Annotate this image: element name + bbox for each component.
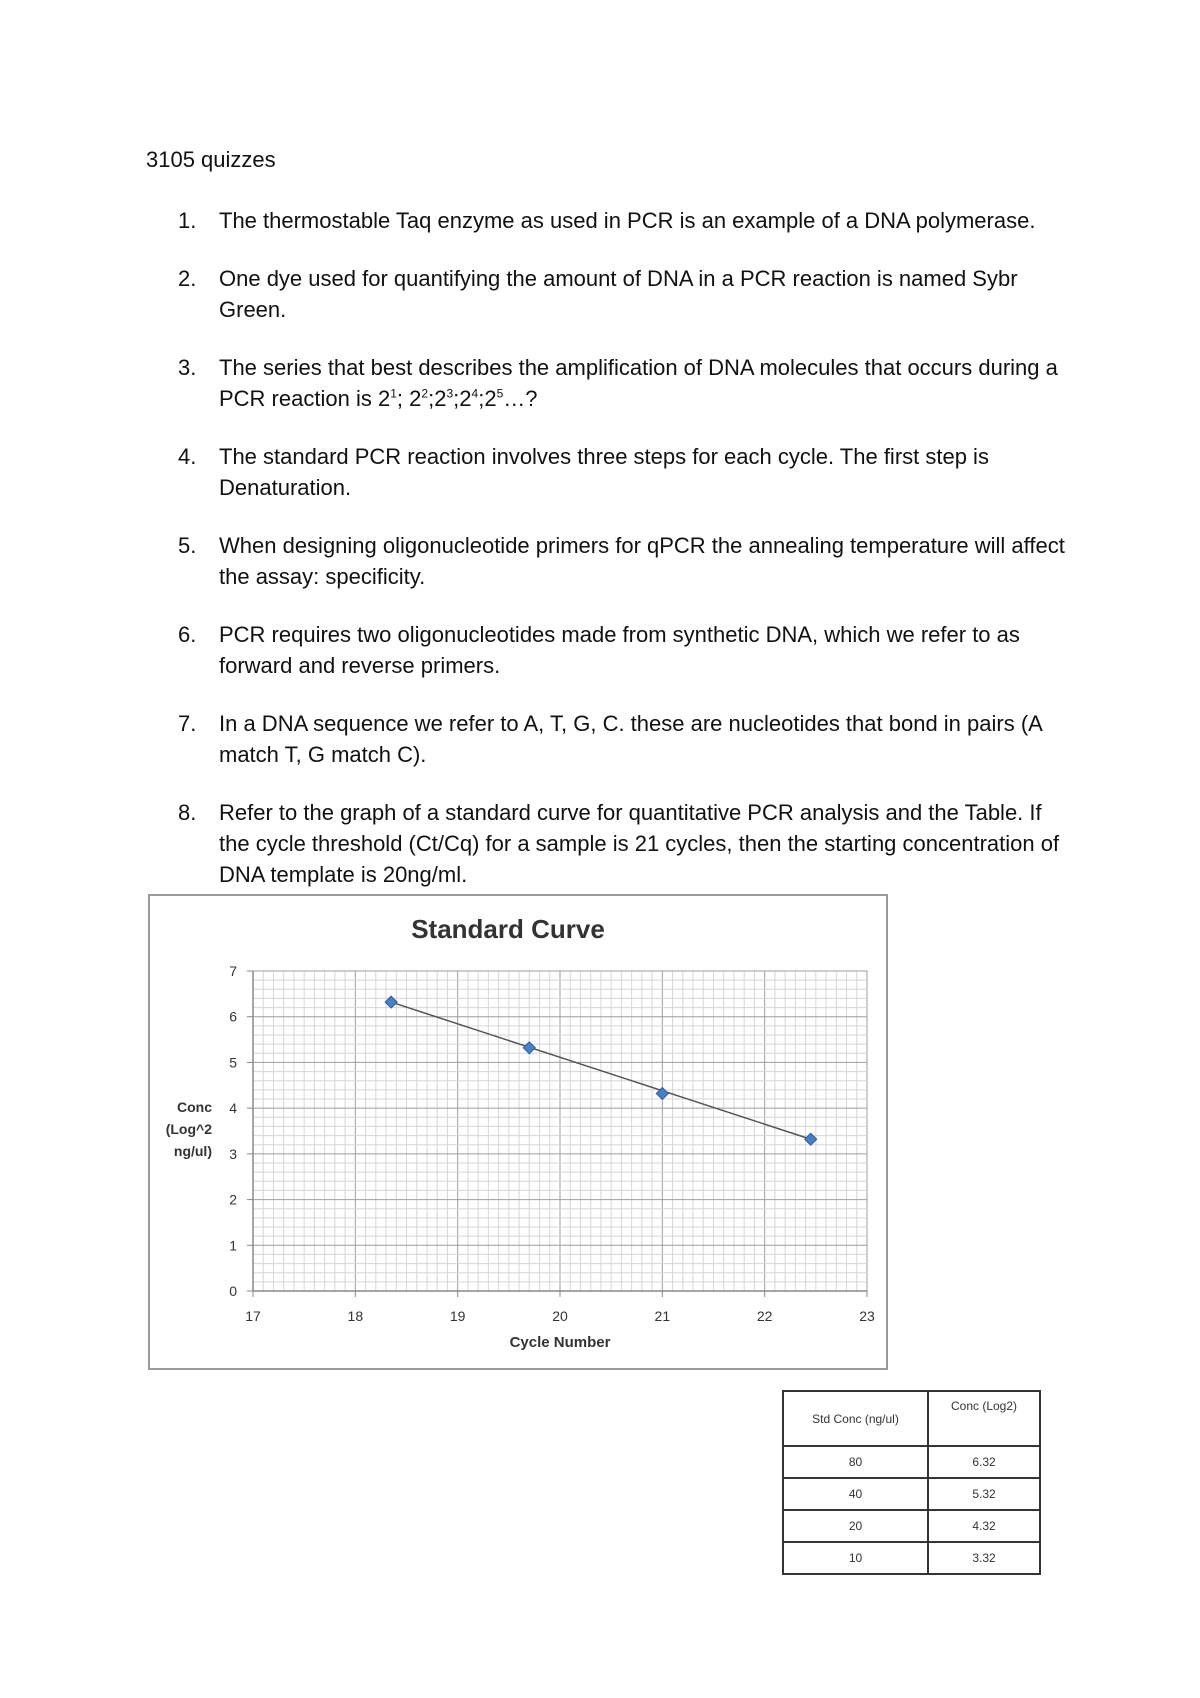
question-item (146, 619, 1066, 681)
x-tick-label: 20 (552, 1308, 568, 1324)
y-axis-title-line: Conc (177, 1099, 212, 1115)
x-tick-label: 23 (859, 1308, 875, 1324)
table-header-conc-log2: Conc (Log2) (928, 1391, 1040, 1446)
question-text: One dye used for quantifying the amount of DNA in a PCR reaction is named Sybr Green. (219, 266, 1018, 322)
table-row (783, 1478, 1040, 1510)
y-tick-label: 2 (229, 1191, 237, 1208)
table-cell: 6.32 (928, 1446, 1040, 1478)
table-header-row (783, 1391, 1040, 1446)
table-cell: 5.32 (928, 1478, 1040, 1510)
table-row (783, 1542, 1040, 1574)
question-item (146, 352, 1066, 414)
question-item (146, 797, 1066, 890)
question-text: The thermostable Taq enzyme as used in PCR is an example of a DNA polymerase. (219, 208, 1036, 233)
table-cell: 40 (783, 1478, 928, 1510)
x-axis-title: Cycle Number (509, 1334, 611, 1351)
question-number: 4. (178, 444, 197, 469)
chart-canvas (150, 896, 886, 1368)
table-cell: 4.32 (928, 1510, 1040, 1542)
doc-title: 3105 quizzes (146, 147, 276, 172)
x-tick-label: 19 (449, 1308, 466, 1324)
y-axis-title-line: ng/ul) (173, 1143, 212, 1159)
standard-table (782, 1390, 1041, 1575)
standard-curve-chart (148, 894, 888, 1370)
question-text (219, 355, 1058, 411)
question-text-prefix: The series that best describes the amplification of DNA molecules that occurs during a PCR reaction is (219, 355, 1058, 411)
table-cell: 80 (783, 1446, 928, 1478)
table-cell: 10 (783, 1542, 928, 1574)
chart-title: Standard Curve (411, 914, 605, 944)
question-item (146, 708, 1066, 770)
question-number: 6. (178, 622, 197, 647)
question-number: 8. (178, 800, 197, 825)
question-text: In a DNA sequence we refer to A, T, G, C. these are nucleotides that bond in pairs (A match T, G match C). (219, 711, 1042, 767)
y-tick-label: 6 (229, 1008, 237, 1025)
x-tick-label: 22 (756, 1308, 773, 1324)
y-tick-label: 0 (229, 1283, 237, 1299)
question-item (146, 530, 1066, 592)
question-item (146, 441, 1066, 503)
question-list (146, 205, 1066, 917)
table-cell: 20 (783, 1510, 928, 1542)
y-tick-label: 4 (229, 1100, 237, 1117)
x-tick-label: 18 (347, 1308, 364, 1324)
question-text: The standard PCR reaction involves three steps for each cycle. The first step is Denaturation. (219, 444, 989, 500)
x-tick-label: 17 (245, 1308, 261, 1324)
question-text: PCR requires two oligonucleotides made from synthetic DNA, which we refer to as forward and reverse primers. (219, 622, 1020, 678)
question-number: 1. (178, 208, 197, 233)
y-tick-label: 1 (229, 1237, 237, 1254)
question-number: 2. (178, 266, 197, 291)
question-item (146, 205, 1066, 236)
question-number: 5. (178, 533, 197, 558)
question-text: When designing oligonucleotide primers for qPCR the annealing temperature will affect the assay: specificity. (219, 533, 1065, 589)
y-tick-label: 7 (229, 963, 237, 979)
y-tick-label: 3 (229, 1145, 237, 1162)
question-item (146, 263, 1066, 325)
table-cell: 3.32 (928, 1542, 1040, 1574)
question-number: 3. (178, 355, 197, 380)
power-series: $2^1$; $2^2;2^3;2^4;2^5$ (377, 386, 504, 411)
table-header-std-conc: Std Conc (ng/ul) (783, 1391, 928, 1446)
table-row (783, 1510, 1040, 1542)
question-text: Refer to the graph of a standard curve for quantitative PCR analysis and the Table. If the cycle threshold (Ct/Cq) for a sample is 21 cycles, then the starting concentration of DNA template is 20ng/ml. (219, 800, 1060, 887)
table-row (783, 1446, 1040, 1478)
x-tick-label: 21 (654, 1308, 671, 1324)
question-number: 7. (178, 711, 197, 736)
question-text-suffix: …? (503, 386, 538, 411)
y-axis-title-line: (Log^2 (165, 1121, 212, 1137)
y-tick-label: 5 (229, 1054, 237, 1071)
